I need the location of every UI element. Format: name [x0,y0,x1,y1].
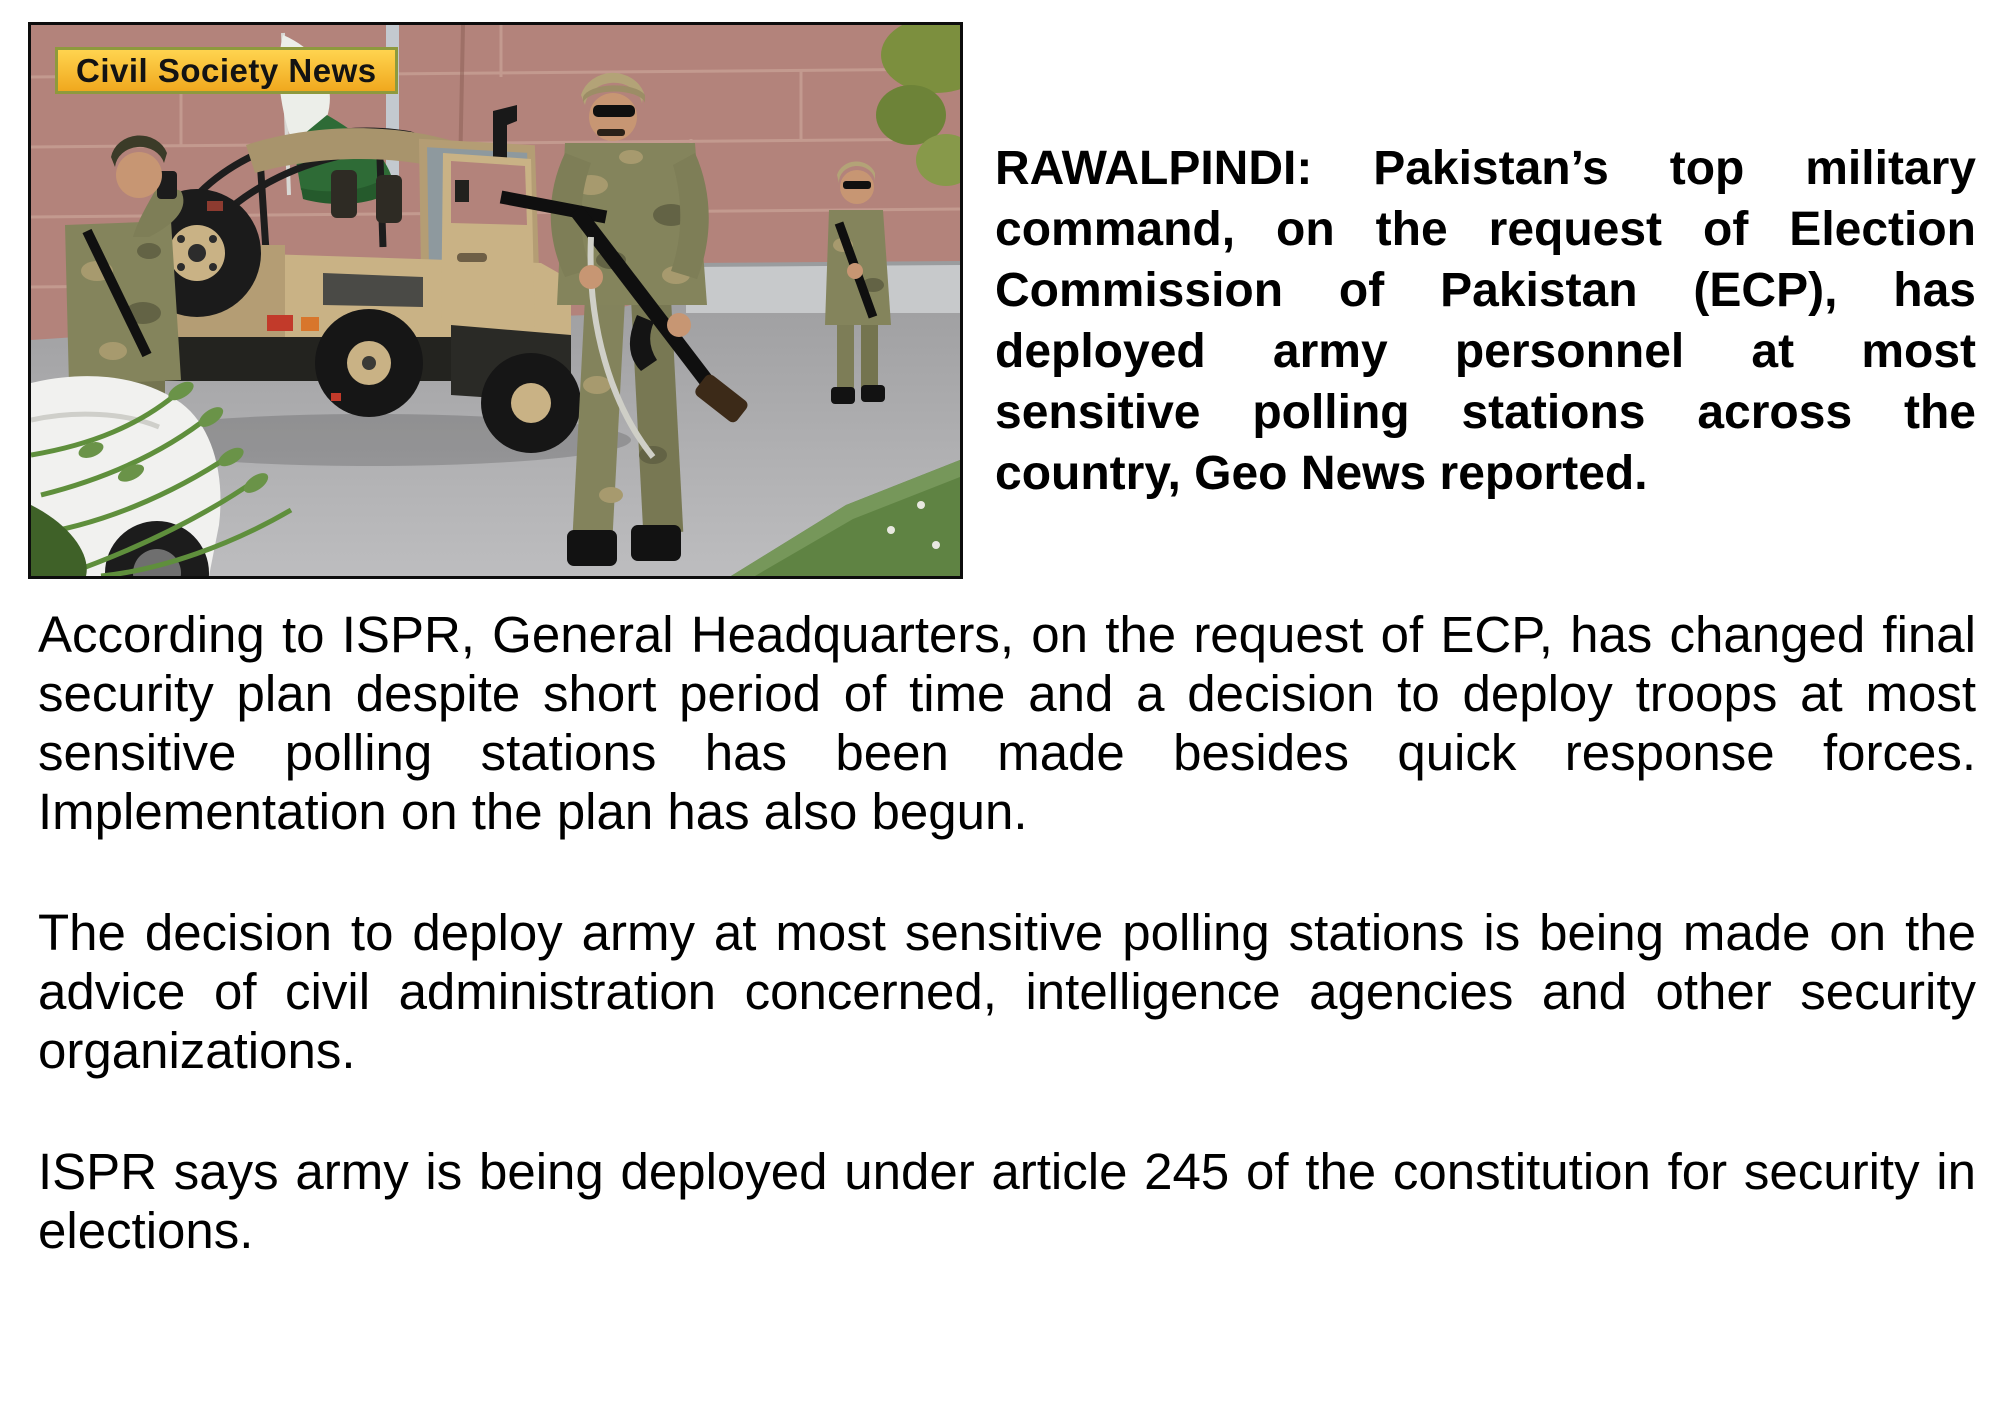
body-paragraph: ISPR says army is being deployed under article 245 of the constitution for security in elections. [38,1143,1976,1259]
photo-credit-label: Civil Society News [76,51,377,89]
article-photo [28,22,963,579]
top-section [28,22,1976,579]
lead-paragraph: RAWALPINDI: Pakistan’s top military command, on the request of Election Commission of Pakistan (ECP), has deployed army personnel at most sensitive polling stations across the country, Geo News reported. [995,142,1976,500]
body-paragraph: According to ISPR, General Headquarters, on the request of ECP, has changed final security plan despite short period of time and a decision to deploy troops at most sensitive polling stations has been made besides quick response forces. Implementation on the plan has also begun. [38,606,1976,840]
article-body [38,605,1976,1260]
body-paragraph: The decision to deploy army at most sensitive polling stations is being made on the advice of civil administration concerned, intelligence agencies and other security organizations. [38,904,1976,1079]
photo-credit-badge [55,47,398,94]
concrete-block [686,263,960,313]
photo-illustration [31,25,960,576]
